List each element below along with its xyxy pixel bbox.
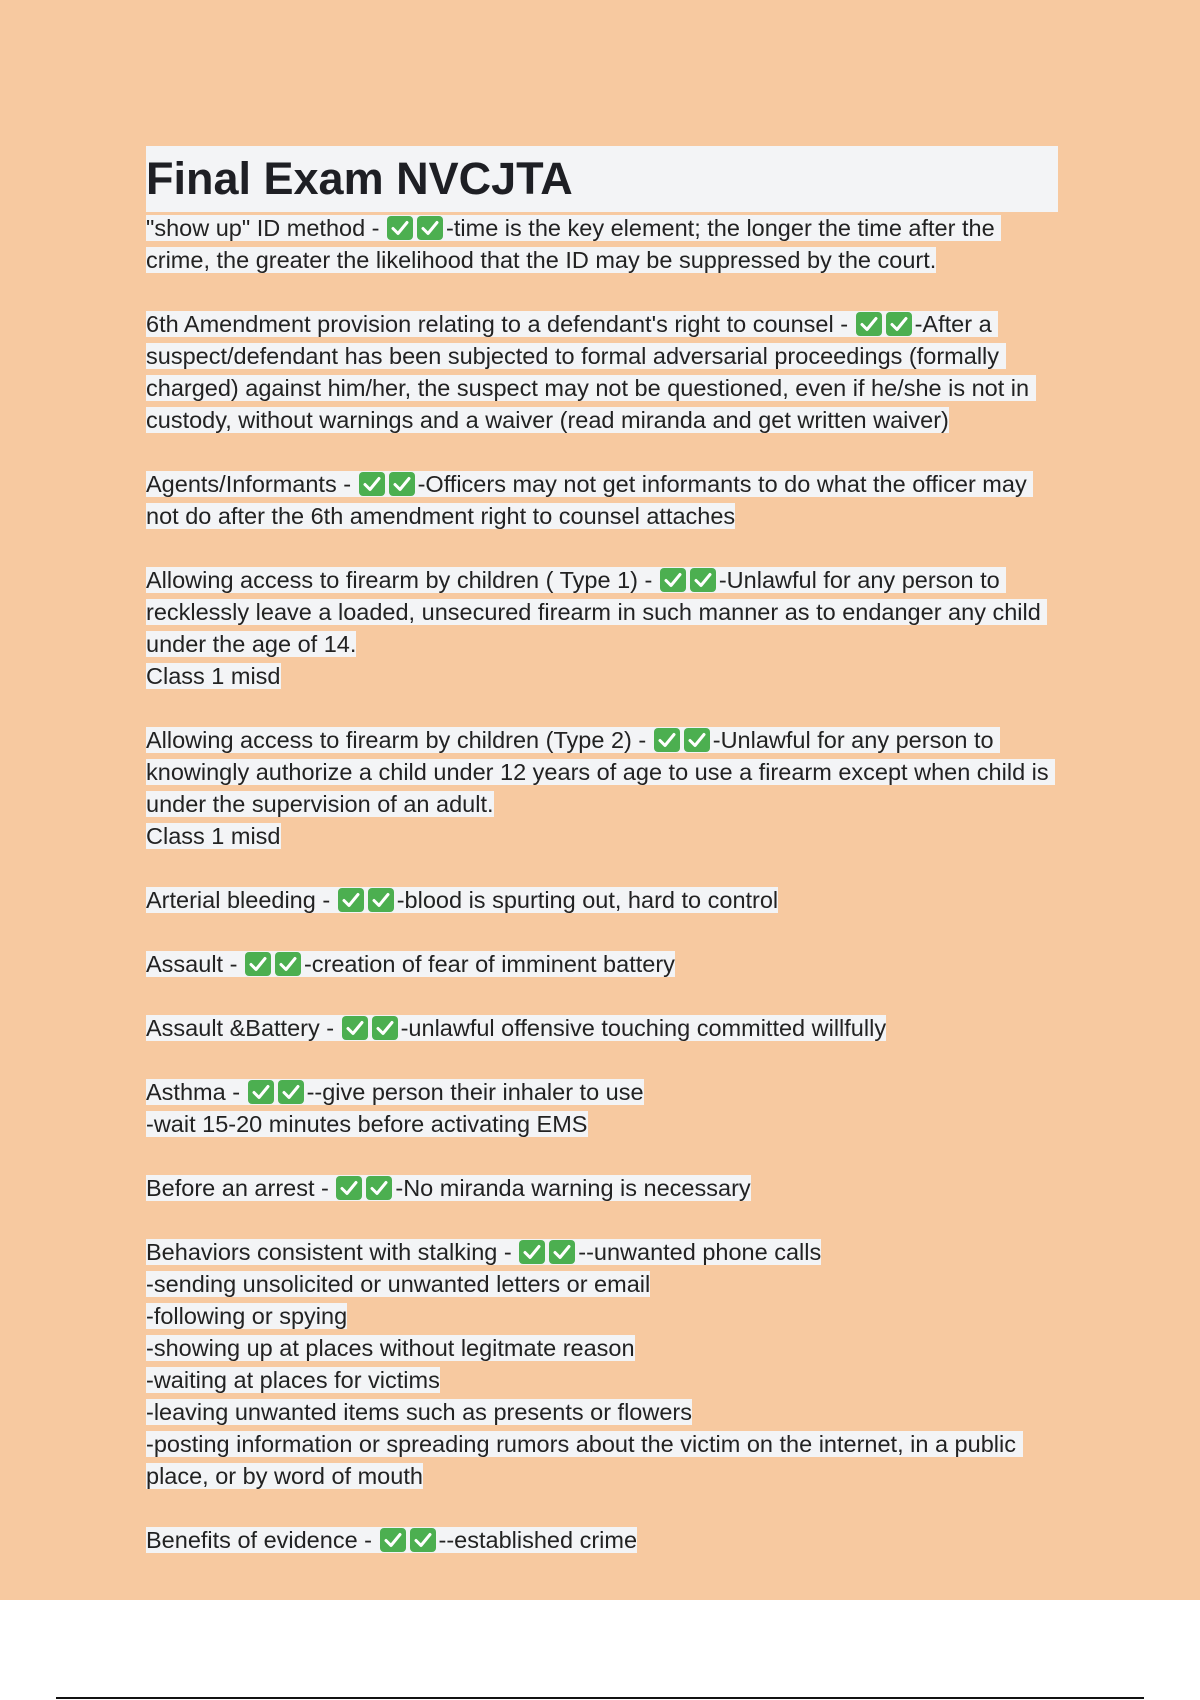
check-mark-button-icon: [409, 1527, 437, 1553]
flashcard-entry-5: [146, 724, 1058, 852]
entry-term: Benefits of evidence -: [146, 1527, 379, 1553]
entry-definition: -Officers may not get informants to do what the officer may not do after the 6th amendment right to counsel attaches: [146, 471, 1034, 529]
entry-term: Assault -: [146, 951, 244, 977]
flashcard-entry-8: [146, 1012, 1058, 1044]
check-mark-button-icon: [335, 1175, 363, 1201]
check-mark-button-icon: [885, 311, 913, 337]
page-title: Final Exam NVCJTA: [146, 153, 573, 204]
entry-text: [146, 1015, 886, 1041]
entry-definition: --established crime: [438, 1527, 638, 1553]
entry-term: Behaviors consistent with stalking -: [146, 1239, 519, 1265]
check-mark-button-icon: [683, 727, 711, 753]
check-mark-button-icon: [855, 311, 883, 337]
title-bar: [146, 146, 1058, 212]
entry-text: [146, 471, 1033, 529]
entry-definition: -blood is spurting out, hard to control: [396, 887, 779, 913]
check-mark-button-icon: [653, 727, 681, 753]
flashcard-entry-9: [146, 1076, 1058, 1140]
flashcard-entry-2: [146, 308, 1058, 436]
flashcard-entry-10: [146, 1172, 1058, 1204]
entry-text: [146, 1239, 1023, 1489]
entry-text: [146, 215, 1001, 273]
entry-term: Allowing access to firearm by children (Type 2) -: [146, 727, 653, 753]
flashcard-entry-11: [146, 1236, 1058, 1492]
check-mark-button-icon: [386, 215, 414, 241]
flashcard-entry-3: [146, 468, 1058, 532]
entry-text: [146, 887, 778, 913]
entry-definition: -unlawful offensive touching committed willfully: [400, 1015, 887, 1041]
check-mark-button-icon: [247, 1079, 275, 1105]
document-body: [146, 146, 1058, 1556]
flashcard-entry-4: [146, 564, 1058, 692]
entry-term: Assault &Battery -: [146, 1015, 341, 1041]
check-mark-button-icon: [365, 1175, 393, 1201]
check-mark-button-icon: [274, 951, 302, 977]
entry-text: [146, 951, 675, 977]
entry-definition: --unwanted phone calls -sending unsolicited or unwanted letters or email -following or spying -showing up at places without legitmate reason -waiting at places for victims -leaving unwanted items such as presents or flowers -posting information or spreading rumors about the victim on the internet, in a public place, or by word of mouth: [146, 1239, 1016, 1489]
entry-text: [146, 567, 1047, 689]
entry-definition: -Unlawful for any person to recklessly leave a loaded, unsecured firearm in such manner as to endanger any child under the age of 14. Class 1 misd: [146, 567, 1041, 689]
flashcard-entry-7: [146, 948, 1058, 980]
check-mark-button-icon: [367, 887, 395, 913]
entry-text: [146, 1527, 637, 1553]
entry-text: [146, 311, 1036, 433]
check-mark-button-icon: [659, 567, 687, 593]
check-mark-button-icon: [416, 215, 444, 241]
entry-term: Allowing access to firearm by children ( Type 1) -: [146, 567, 659, 593]
entry-text: [146, 727, 1055, 849]
entry-text: [146, 1079, 644, 1137]
flashcard-entry-12: [146, 1524, 1058, 1556]
check-mark-button-icon: [341, 1015, 369, 1041]
entry-term: Agents/Informants -: [146, 471, 358, 497]
check-mark-button-icon: [689, 567, 717, 593]
entry-term: "show up" ID method -: [146, 215, 387, 241]
check-mark-button-icon: [277, 1079, 305, 1105]
check-mark-button-icon: [548, 1239, 576, 1265]
entry-definition: -Unlawful for any person to knowingly authorize a child under 12 years of age to use a firearm except when child is under the supervision of an adult. Class 1 misd: [146, 727, 1049, 849]
entry-definition: -No miranda warning is necessary: [395, 1175, 751, 1201]
entry-term: Asthma -: [146, 1079, 247, 1105]
check-mark-button-icon: [244, 951, 272, 977]
flashcard-entry-1: [146, 212, 1058, 276]
flashcard-entry-6: [146, 884, 1058, 916]
check-mark-button-icon: [371, 1015, 399, 1041]
entry-text: [146, 1175, 751, 1201]
entry-definition: -creation of fear of imminent battery: [303, 951, 675, 977]
check-mark-button-icon: [337, 887, 365, 913]
entry-term: Before an arrest -: [146, 1175, 336, 1201]
entry-term: Arterial bleeding -: [146, 887, 337, 913]
check-mark-button-icon: [358, 471, 386, 497]
entry-definition: -time is the key element; the longer the time after the crime, the greater the likelihood that the ID may be suppressed by the court.: [146, 215, 1002, 273]
entry-definition: -After a suspect/defendant has been subjected to formal adversarial proceedings (formally charged) against him/her, the suspect may not be questioned, even if he/she is not in custody, without warnings and a waiver (read miranda and get written waiver): [146, 311, 1036, 433]
entry-term: 6th Amendment provision relating to a defendant's right to counsel -: [146, 311, 855, 337]
entry-list: [146, 212, 1058, 1556]
entry-definition: --give person their inhaler to use -wait 15-20 minutes before activating EMS: [146, 1079, 644, 1137]
footer-rule: [56, 1697, 1144, 1699]
check-mark-button-icon: [388, 471, 416, 497]
check-mark-button-icon: [518, 1239, 546, 1265]
check-mark-button-icon: [379, 1527, 407, 1553]
